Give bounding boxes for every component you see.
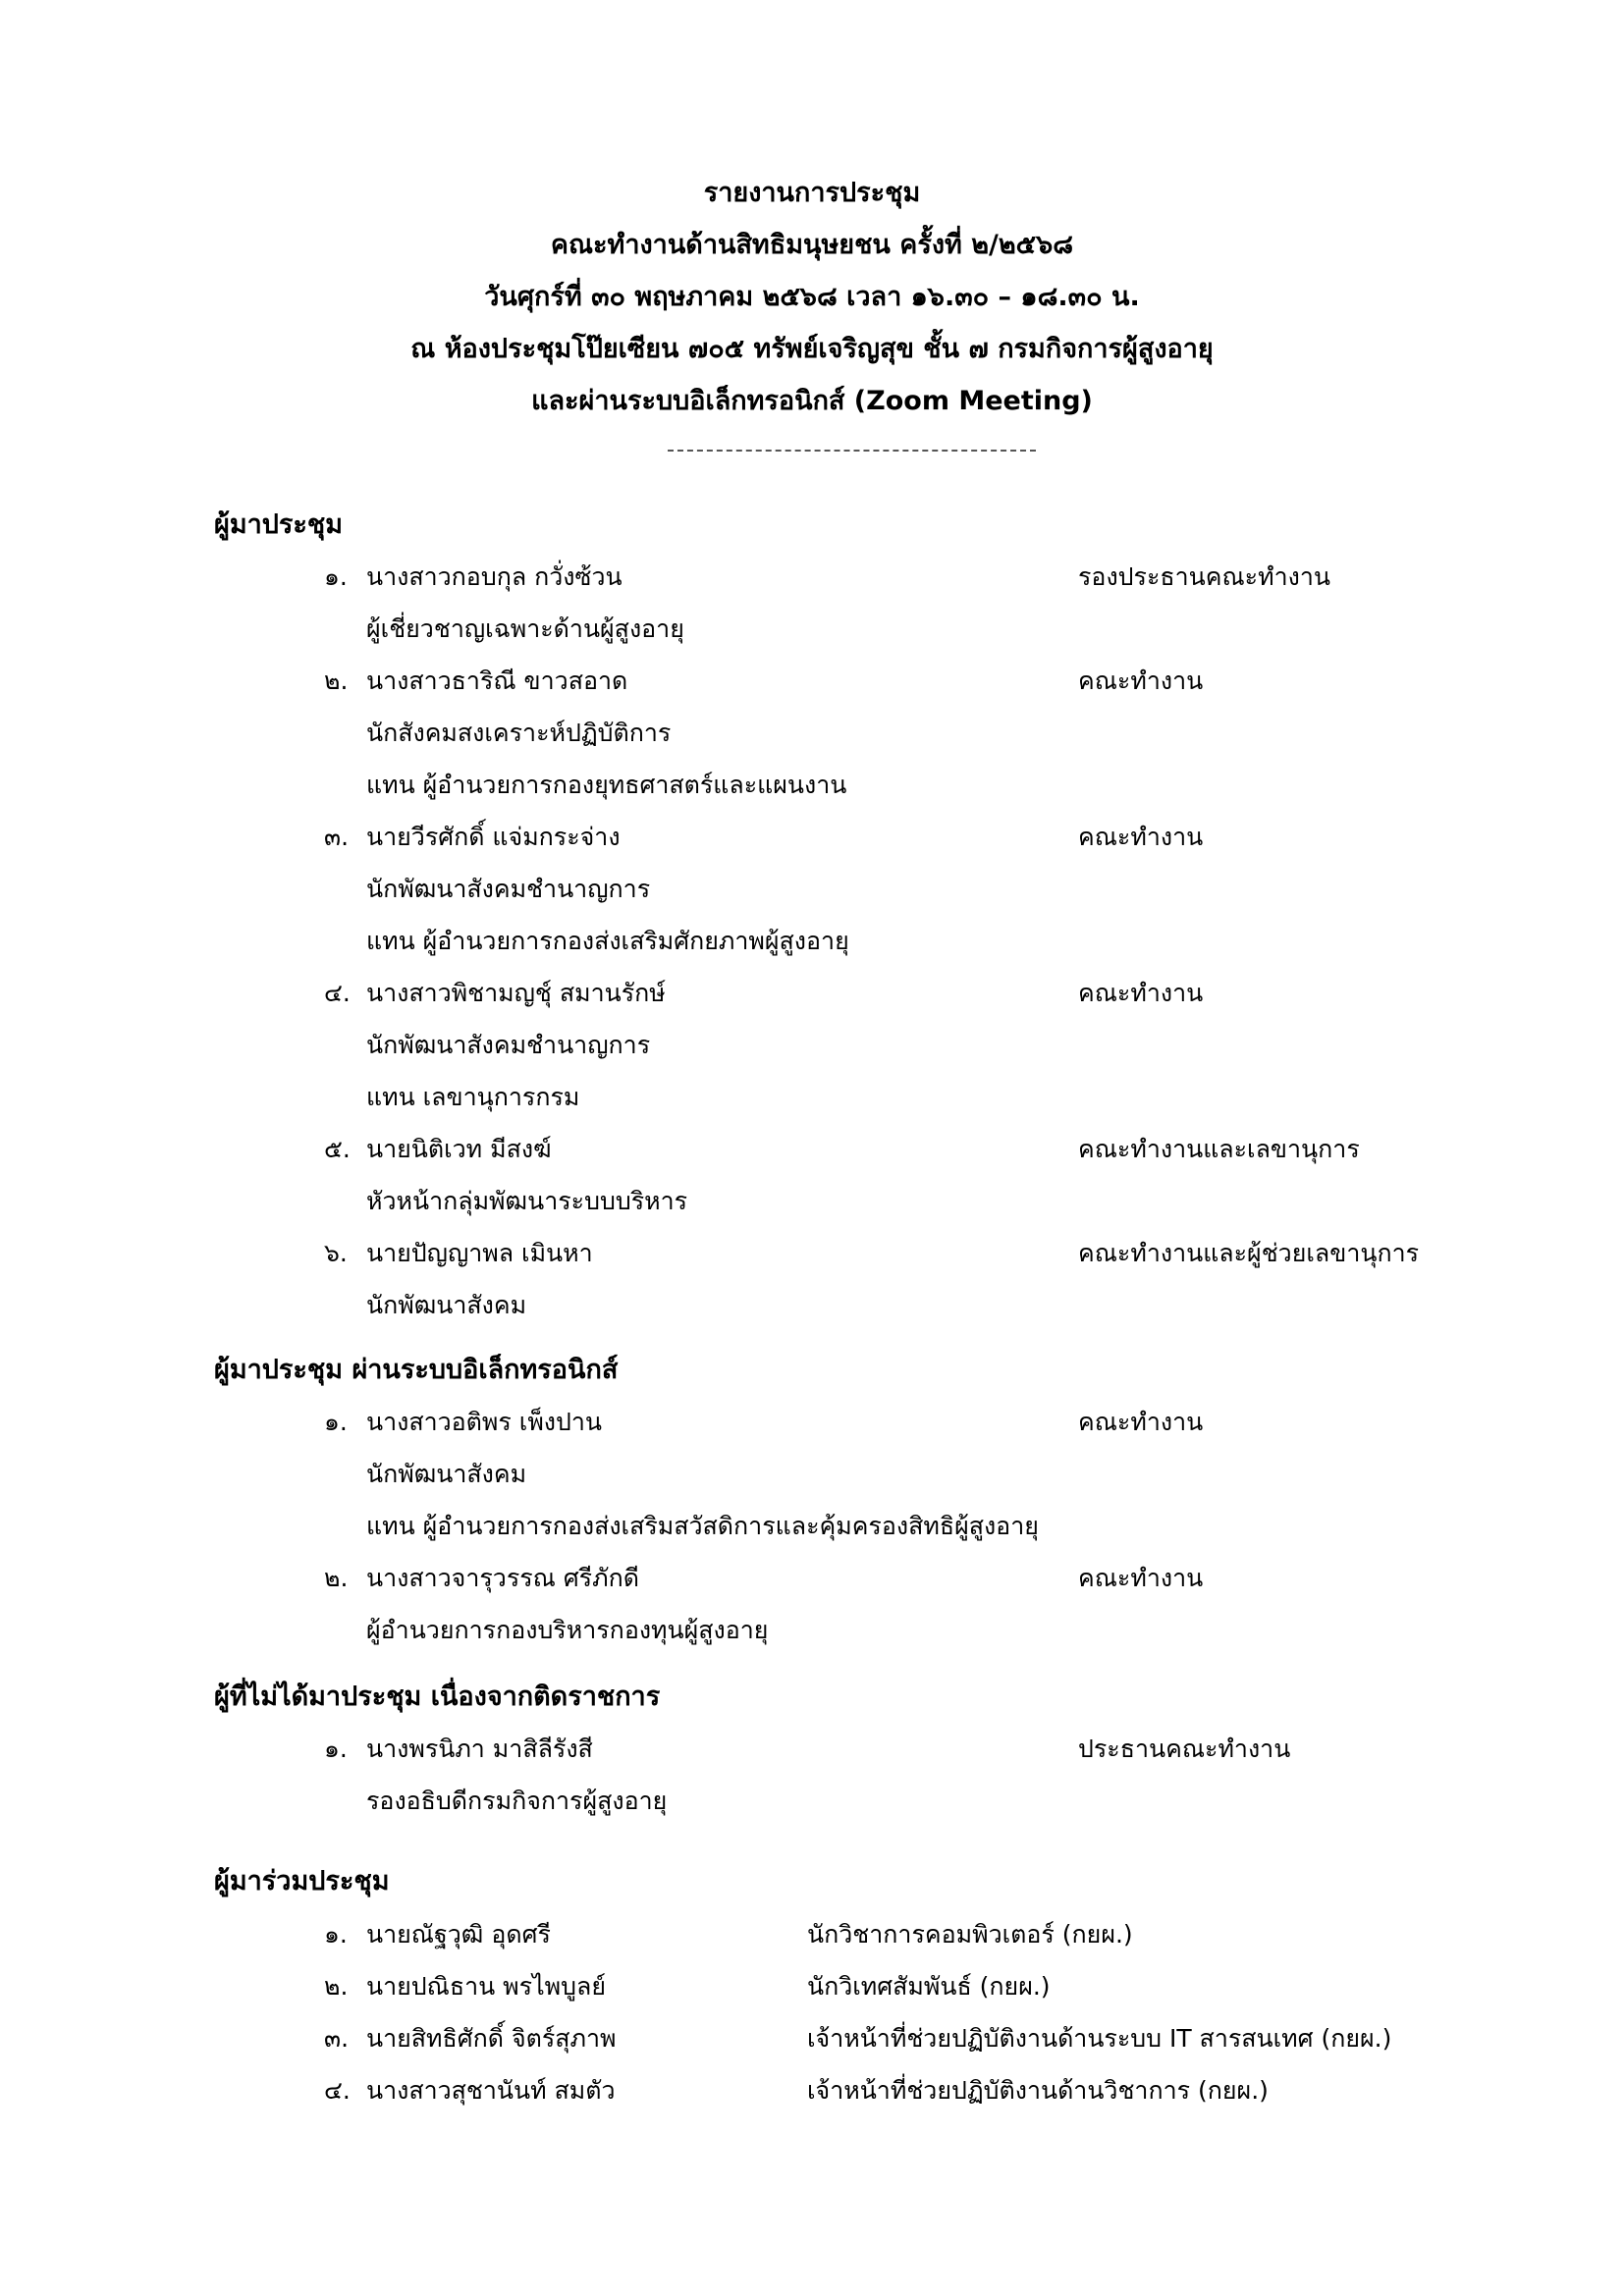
member-name: นางสาวพิชามญชุ์ สมานรักษ์: [366, 979, 666, 1007]
title-separator: [668, 450, 1036, 452]
member-name: นางสาวธาริณี ขาวสอาด: [366, 667, 628, 695]
member-number: ๖.: [324, 1239, 348, 1267]
member-number: ๒.: [324, 667, 349, 695]
member-detail-row: [0, 1782, 1624, 1831]
section-heading-attendees: ผู้มาร่วมประชุม: [214, 1866, 390, 1896]
member-detail-row: [0, 766, 1624, 815]
meeting-date-time: วันศุกร์ที่ ๓๐ พฤษภาคม ๒๕๖๘ เวลา ๑๖.๓๐ – ๑๘.๓๐ น.: [484, 282, 1140, 312]
member-position: นักพัฒนาสังคม: [366, 1291, 527, 1319]
attendee-number: ๑.: [324, 1920, 348, 1949]
section-heading-absent: ผู้ที่ไม่ได้มาประชุม เนื่องจากติดราชการ: [214, 1682, 661, 1712]
member-role: คณะทำงาน: [1078, 667, 1204, 695]
member-position: ผู้เชี่ยวชาญเฉพาะด้านผู้สูงอายุ: [366, 614, 684, 643]
meeting-location: ณ ห้องประชุมโป๊ยเซียน ๗๐๕ ทรัพย์เจริญสุข ชั้น ๗ กรมกิจการผู้สูงอายุ: [410, 334, 1214, 364]
attendee-name: นายปณิธาน พรไพบูลย์: [366, 1972, 606, 2001]
member-row: [0, 558, 1624, 607]
member-number: ๑.: [324, 1735, 348, 1763]
member-number: ๒.: [324, 1564, 349, 1592]
member-number: ๑.: [324, 562, 348, 591]
member-position: ผู้อำนวยการกองบริหารกองทุนผู้สูงอายุ: [366, 1616, 769, 1644]
meeting-online-platform: และผ่านระบบอิเล็กทรอนิกส์ (Zoom Meeting): [531, 386, 1093, 416]
member-position: นักสังคมสงเคราะห์ปฏิบัติการ: [366, 719, 672, 747]
member-number: ๔.: [324, 979, 351, 1007]
attendee-position: เจ้าหน้าที่ช่วยปฏิบัติงานด้านระบบ IT สารสนเทศ (กยผ.): [807, 2024, 1392, 2053]
attendee-row: [0, 1915, 1624, 1964]
member-detail-row: [0, 1611, 1624, 1660]
member-row: [0, 662, 1624, 711]
member-name: นายนิติเวท มีสงฆ์: [366, 1135, 552, 1163]
member-row: [0, 1403, 1624, 1452]
member-role: คณะทำงาน: [1078, 823, 1204, 851]
member-row: [0, 818, 1624, 867]
attendee-number: ๔.: [324, 2076, 351, 2105]
attendee-row: [0, 1967, 1624, 2016]
member-number: ๕.: [324, 1135, 351, 1163]
member-name: นางสาวจารุวรรณ ศรีภักดี: [366, 1564, 639, 1592]
attendee-row: [0, 2019, 1624, 2068]
member-detail-row: [0, 1182, 1624, 1231]
member-row: [0, 1559, 1624, 1608]
member-row: [0, 1234, 1624, 1283]
member-detail-row: [0, 1286, 1624, 1335]
member-row: [0, 1130, 1624, 1179]
member-detail-row: [0, 714, 1624, 763]
member-role: คณะทำงาน: [1078, 1564, 1204, 1592]
member-detail-row: [0, 1026, 1624, 1075]
member-position: นักพัฒนาสังคมชำนาญการ: [366, 875, 651, 903]
attendee-position: นักวิชาการคอมพิวเตอร์ (กยผ.): [807, 1920, 1133, 1949]
attendee-number: ๒.: [324, 1972, 349, 2001]
member-detail-row: [0, 1507, 1624, 1556]
member-row: [0, 1730, 1624, 1779]
member-representing: แทน ผู้อำนวยการกองส่งเสริมสวัสดิการและคุ้มครองสิทธิผู้สูงอายุ: [366, 1512, 1039, 1540]
member-number: ๑.: [324, 1408, 348, 1436]
member-role: คณะทำงานและเลขานุการ: [1078, 1135, 1360, 1163]
member-role: ประธานคณะทำงาน: [1078, 1735, 1291, 1763]
member-name: นางสาวกอบกุล กวั่งซ้วน: [366, 562, 623, 591]
member-representing: แทน เลขานุการกรม: [366, 1083, 580, 1111]
member-name: นางสาวอติพร เพ็งปาน: [366, 1408, 603, 1436]
member-number: ๓.: [324, 823, 350, 851]
member-detail-row: [0, 1455, 1624, 1504]
report-title: รายงานการประชุม: [703, 178, 921, 208]
member-representing: แทน ผู้อำนวยการกองส่งเสริมศักยภาพผู้สูงอายุ: [366, 927, 849, 955]
section-heading-present: ผู้มาประชุม: [214, 509, 344, 540]
member-role: คณะทำงานและผู้ช่วยเลขานุการ: [1078, 1239, 1420, 1267]
member-name: นางพรนิภา มาสิลีรังสี: [366, 1735, 593, 1763]
member-detail-row: [0, 870, 1624, 919]
attendee-position: เจ้าหน้าที่ช่วยปฏิบัติงานด้านวิชาการ (กยผ.): [807, 2076, 1269, 2105]
member-representing: แทน ผู้อำนวยการกองยุทธศาสตร์และแผนงาน: [366, 771, 847, 799]
attendee-row: [0, 2071, 1624, 2120]
member-position: นักพัฒนาสังคม: [366, 1460, 527, 1488]
section-heading-online: ผู้มาประชุม ผ่านระบบอิเล็กทรอนิกส์: [214, 1355, 619, 1385]
member-position: นักพัฒนาสังคมชำนาญการ: [366, 1031, 651, 1059]
attendee-name: นายณัฐวุฒิ อุดศรี: [366, 1920, 551, 1949]
member-name: นายปัญญาพล เมินหา: [366, 1239, 593, 1267]
member-position: รองอธิบดีกรมกิจการผู้สูงอายุ: [366, 1787, 668, 1815]
member-position: หัวหน้ากลุ่มพัฒนาระบบบริหาร: [366, 1187, 688, 1215]
member-role: คณะทำงาน: [1078, 979, 1204, 1007]
attendee-position: นักวิเทศสัมพันธ์ (กยผ.): [807, 1972, 1051, 2001]
member-detail-row: [0, 922, 1624, 971]
member-role: รองประธานคณะทำงาน: [1078, 562, 1330, 591]
attendee-name: นายสิทธิศักดิ์ จิตร์สุภาพ: [366, 2024, 617, 2053]
member-name: นายวีรศักดิ์ แจ่มกระจ่าง: [366, 823, 621, 851]
member-role: คณะทำงาน: [1078, 1408, 1204, 1436]
member-detail-row: [0, 610, 1624, 659]
attendee-number: ๓.: [324, 2024, 350, 2053]
attendee-name: นางสาวสุชานันท์ สมตัว: [366, 2076, 616, 2105]
member-row: [0, 974, 1624, 1023]
committee-title: คณะทำงานด้านสิทธิมนุษยชน ครั้งที่ ๒/๒๕๖๘: [550, 230, 1074, 260]
member-detail-row: [0, 1078, 1624, 1127]
